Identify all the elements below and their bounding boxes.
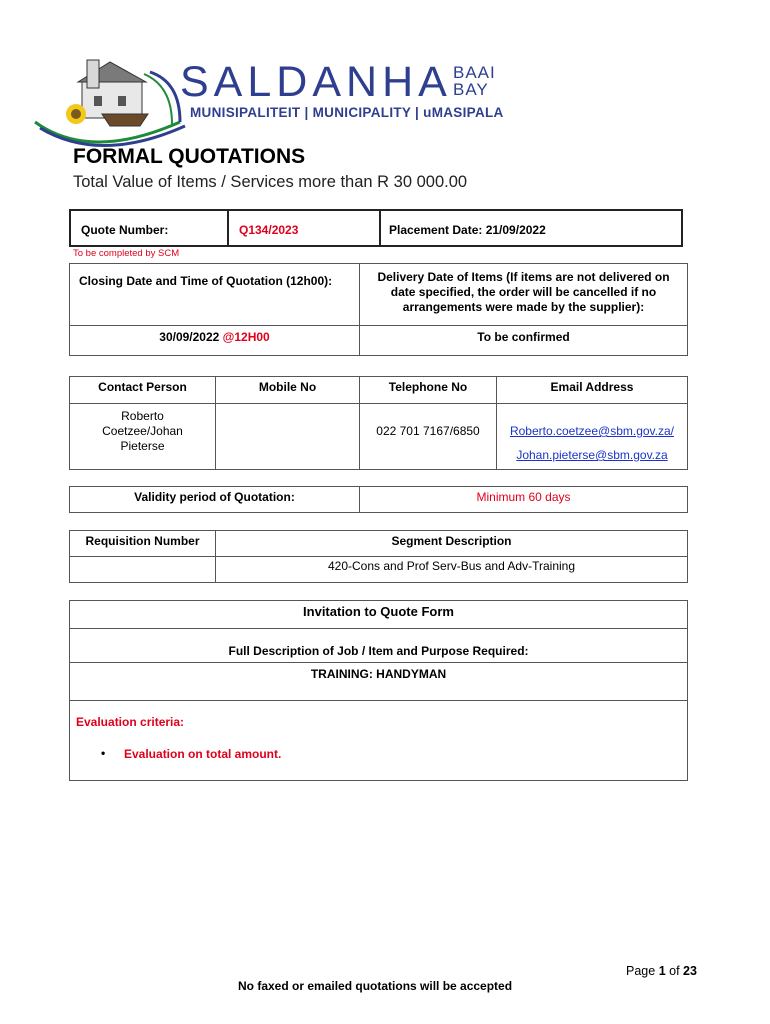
quote-number-label: Quote Number: [70,210,228,246]
page-number [626,964,697,978]
page-subtitle: Total Value of Items / Services more than R 30 000.00 [73,173,468,191]
contact-person: Roberto Coetzee/Johan Pieterse [70,404,216,470]
invitation-table [69,600,688,781]
quote-number-value: Q134/2023 [228,210,380,246]
closing-date-value [70,326,360,356]
page-prefix: Page [626,964,656,978]
scm-note: To be completed by SCM [73,248,180,259]
page-total: 23 [683,964,697,978]
evaluation-criteria-label: Evaluation criteria: [76,715,185,729]
closing-delivery-table [69,263,688,356]
delivery-date-value: To be confirmed [360,326,688,356]
contact-mobile [216,404,360,470]
validity-table [69,486,688,513]
placement-date: Placement Date: 21/09/2022 [380,210,682,246]
contact-header-mobile: Mobile No [216,377,360,404]
contact-header-email: Email Address [497,377,688,404]
footer-note: No faxed or emailed quotations will be accepted [238,979,513,993]
delivery-date-label: Delivery Date of Items (If items are not delivered on date specified, the order will be cancelled if no arrangements were made by the supplier): [360,264,688,326]
bullet-icon: • [101,746,106,760]
contact-header-person: Contact Person [70,377,216,404]
requisition-table [69,530,688,583]
closing-date-label: Closing Date and Time of Quotation (12h00): [70,264,360,326]
email-link-johan[interactable]: Johan.pieterse@sbm.gov.za [516,448,668,462]
page-title: FORMAL QUOTATIONS [73,145,306,168]
logo-bay: BAY [453,80,489,99]
description-value: TRAINING: HANDYMAN [70,663,688,701]
closing-time: @12H00 [222,330,270,344]
quote-number-table [69,209,683,247]
logo-baai-bay [453,64,496,98]
evaluation-criteria-text: Evaluation on total amount. [124,747,282,761]
segment-description-label: Segment Description [216,531,688,557]
evaluation-criteria-item [76,747,687,761]
validity-value: Minimum 60 days [360,487,688,513]
page-current: 1 [658,964,666,978]
description-label: Full Description of Job / Item and Purpose Required: [70,629,688,663]
page-of: of [669,964,680,978]
email-link-roberto[interactable]: Roberto.coetzee@sbm.gov.za/ [509,424,675,438]
contact-telephone: 022 701 7167/6850 [360,404,497,470]
requisition-number-label: Requisition Number [70,531,216,557]
contact-header-telephone: Telephone No [360,377,497,404]
closing-date: 30/09/2022 [159,330,220,344]
logo-tagline: MUNISIPALITEIT | MUNICIPALITY | uMASIPALA [190,105,504,120]
contact-table [69,376,688,470]
evaluation-criteria-cell [70,701,688,781]
contact-email [497,404,688,470]
logo-baai: BAAI [453,63,496,82]
validity-label: Validity period of Quotation: [70,487,360,513]
requisition-number-value [70,557,216,583]
invitation-title: Invitation to Quote Form [70,601,688,629]
segment-description-value: 420-Cons and Prof Serv-Bus and Adv-Training [216,557,688,583]
logo-wordmark: SALDANHA [180,58,452,106]
